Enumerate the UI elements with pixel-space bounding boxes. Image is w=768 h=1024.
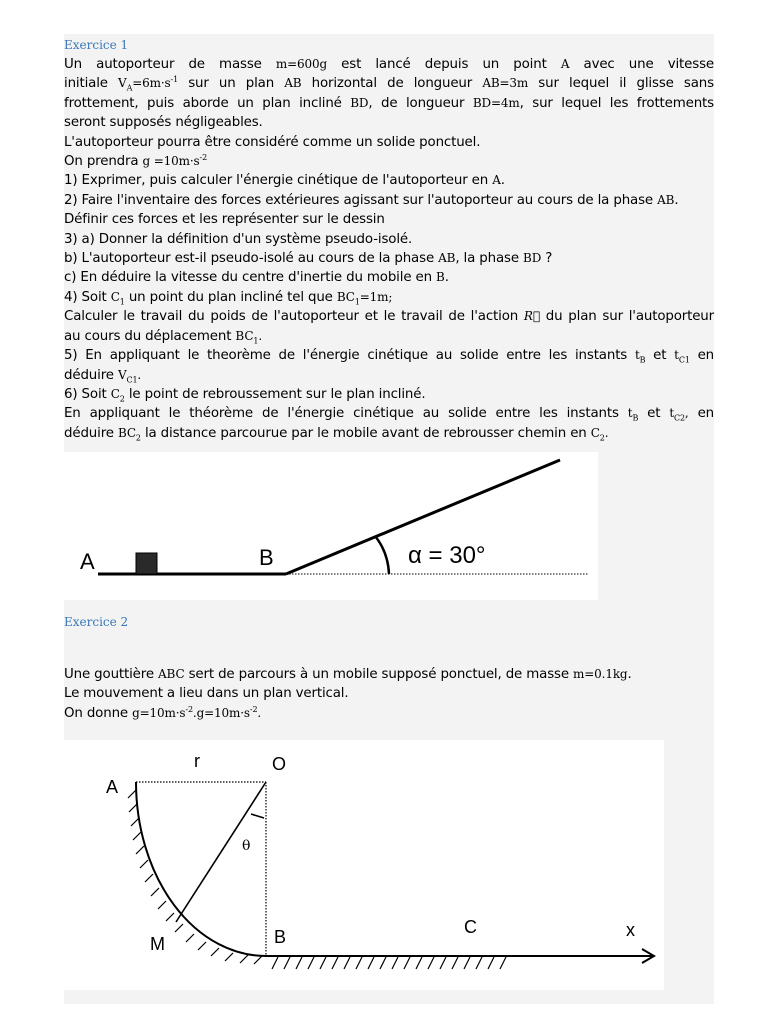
label-o: O	[272, 754, 287, 774]
ex1-line-5: L'autoporteur pourra être considéré comme un solide ponctuel.	[64, 134, 481, 150]
ex1-line-4: seront supposés négligeables.	[64, 115, 263, 131]
ex1-line-1: Un autoporteur de masse m=600g est lancé depuis un point A avec une vitesse	[64, 57, 714, 72]
ex1-line-18: 6) Soit $C_2$ le point de rebroussement sur le plan incliné.	[64, 386, 426, 404]
gutter-figure	[64, 740, 664, 990]
label-theta: θ	[242, 838, 251, 854]
ex1-line-2: initiale $V_A=6m\cdot s^{-1}$ sur un plan AB horizontal de longueur AB=3m sur lequel il glisse sans	[64, 75, 714, 93]
label-b: B	[274, 927, 287, 947]
ex1-line-20: déduire $BC_2$ la distance parcourue par le mobile avant de rebrousser chemin en $C_2$.	[64, 425, 609, 443]
ex1-line-14: Calculer le travail du poids de l'autoporteur et le travail de l'action R⃗ du plan sur l'autoporteur	[64, 309, 714, 325]
label-m: M	[150, 934, 165, 954]
exercice1-text	[64, 55, 714, 443]
ex1-line-6: On prendra $g =10m\cdot s^{-2}$	[64, 153, 208, 170]
ex2-line-3: On donne $g=10m\cdot s^{-2}.g=10m\cdot s^{-2}$.	[64, 704, 262, 721]
label-a: A	[80, 549, 95, 574]
ex1-line-16: 5) En appliquant le theorème de l'énergie cinétique au solide entre les instants $t_B$ et $t_{C1}$ en	[64, 348, 714, 365]
ex1-line-8: 2) Faire l'inventaire des forces extérieures agissant sur l'autoporteur au cours de la phase AB.	[64, 192, 679, 208]
ex1-line-7: 1) Exprimer, puis calculer l'énergie cinétique de l'autoporteur en A.	[64, 173, 505, 189]
ex2-line-2: Le mouvement a lieu dans un plan vertical.	[64, 686, 349, 702]
label-b: B	[259, 545, 274, 570]
label-r: r	[194, 751, 200, 771]
figure1-background	[64, 452, 598, 600]
ex1-line-11: b) L'autoporteur est-il pseudo-isolé au cours de la phase AB, la phase BD ?	[64, 251, 553, 267]
label-a: A	[106, 777, 119, 797]
ex1-line-12: c) En déduire la vitesse du centre d'inertie du mobile en B.	[64, 270, 449, 286]
exercice1-heading: Exercice 1	[64, 38, 129, 52]
ex2-line-1: Une gouttière ABC sert de parcours à un mobile supposé ponctuel, de masse m=0.1kg.	[64, 667, 632, 682]
ex1-line-15: au cours du déplacement $BC_1$.	[64, 328, 262, 346]
inclined-plane-figure	[64, 452, 598, 600]
ex1-line-9: Définir ces forces et les représenter sur le dessin	[64, 212, 385, 228]
ex1-line-10: 3) a) Donner la définition d'un système pseudo-isolé.	[64, 231, 413, 247]
ex1-line-19: En appliquant le théorème de l'énergie cinétique au solide entre les instants $t_B$ et $t_{C2}$, en	[64, 406, 714, 423]
autoporteur-block	[136, 553, 157, 574]
exercice2-heading: Exercice 2	[64, 615, 129, 629]
angle-label: α = 30°	[408, 542, 486, 569]
ex1-line-13: 4) Soit $C_1$ un point du plan incliné tel que $BC_1=1m$;	[64, 289, 393, 307]
ex1-line-3: frottement, puis aborde un plan incliné BD, de longueur BD=4m, sur lequel les frottements	[64, 95, 714, 111]
label-c: C	[464, 917, 477, 937]
ex1-line-17: déduire $V_{C1}$.	[64, 367, 142, 384]
label-x: x	[626, 920, 635, 940]
exercice2-text	[64, 665, 714, 723]
